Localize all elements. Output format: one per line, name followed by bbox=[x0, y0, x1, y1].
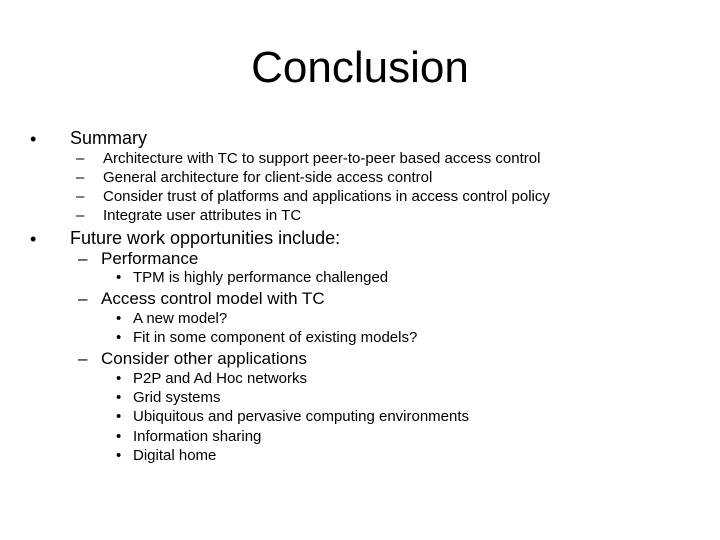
dash-summary-4: – bbox=[76, 207, 85, 224]
summary-item-2: General architecture for client-side access control bbox=[103, 169, 433, 186]
other-apps-label: Consider other applications bbox=[101, 349, 308, 368]
other-apps-item-3: Ubiquitous and pervasive computing environments bbox=[133, 408, 470, 425]
bullet-other-apps-2: • bbox=[116, 389, 122, 406]
other-apps-item-4: Information sharing bbox=[133, 428, 262, 445]
bullet-other-apps-5: • bbox=[116, 447, 122, 464]
bullet-access-model-1: • bbox=[116, 310, 122, 327]
bullet-summary: • bbox=[30, 129, 37, 149]
summary-item-4: Integrate user attributes in TC bbox=[103, 207, 302, 224]
access-model-item-2: Fit in some component of existing models? bbox=[133, 329, 418, 346]
other-apps-item-5: Digital home bbox=[133, 447, 217, 464]
bullet-future: • bbox=[30, 229, 37, 249]
bullet-performance-1: • bbox=[116, 269, 122, 286]
bullet-other-apps-4: • bbox=[116, 428, 122, 445]
future-label: Future work opportunities include: bbox=[70, 228, 341, 248]
summary-item-3: Consider trust of platforms and applications in access control policy bbox=[103, 188, 550, 205]
access-model-item-1: A new model? bbox=[133, 310, 228, 327]
dash-performance: – bbox=[78, 249, 88, 268]
summary-label: Summary bbox=[70, 128, 148, 148]
dash-access-model: – bbox=[78, 289, 88, 308]
bullet-other-apps-1: • bbox=[116, 370, 122, 387]
dash-summary-3: – bbox=[76, 188, 85, 205]
dash-summary-1: – bbox=[76, 150, 85, 167]
bullet-other-apps-3: • bbox=[116, 408, 122, 425]
dash-summary-2: – bbox=[76, 169, 85, 186]
other-apps-item-1: P2P and Ad Hoc networks bbox=[133, 370, 307, 387]
bullet-access-model-2: • bbox=[116, 329, 122, 346]
slide-title: Conclusion bbox=[251, 43, 469, 92]
performance-item-1: TPM is highly performance challenged bbox=[133, 269, 389, 286]
dash-other-apps: – bbox=[78, 349, 88, 368]
summary-item-1: Architecture with TC to support peer-to-peer based access control bbox=[103, 150, 541, 167]
performance-label: Performance bbox=[101, 249, 199, 268]
access-model-label: Access control model with TC bbox=[101, 289, 325, 308]
other-apps-item-2: Grid systems bbox=[133, 389, 221, 406]
